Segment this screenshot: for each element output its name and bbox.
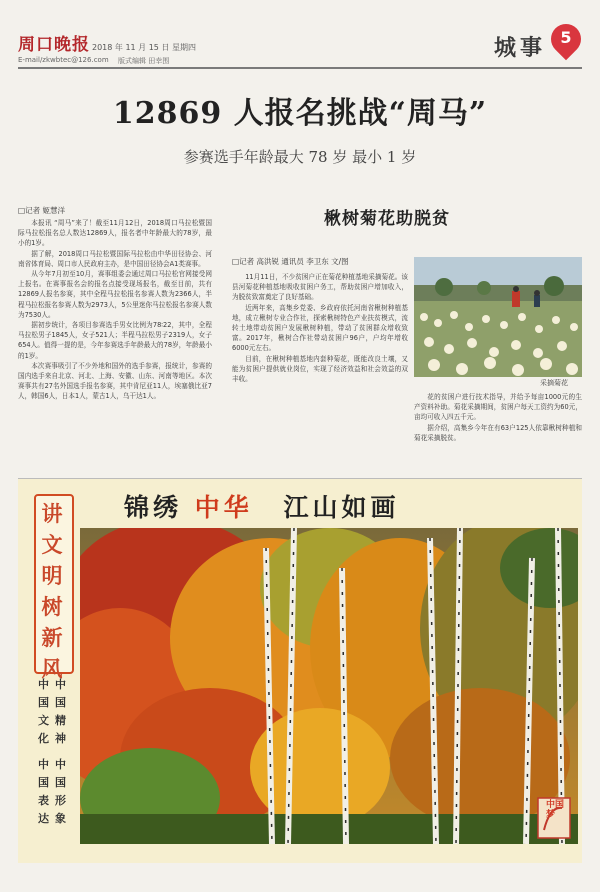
article2-title: 楸树菊花助脱贫 (324, 209, 450, 229)
masthead: 周口晚报 (18, 35, 90, 55)
article1-body (18, 218, 212, 480)
chrysanthemum-field-photo (414, 257, 582, 377)
vertical-label: 讲文明树新风 (41, 501, 63, 681)
page-header (0, 0, 600, 70)
banner-title-red: 中华 (194, 493, 253, 522)
article1-paragraph: 从今年7月初至10月，赛事组委会通过周口马拉松官网接受网上报名。在赛事报名会的报名点接受现场报名，截至目前，共有12869人报名参赛，其中全程马拉松报名参赛人数为2366人，半程马拉松报名参赛人数为2973人，5公里迷你马拉松报名参赛人数为7530人。 (18, 270, 212, 319)
issue-date: 2018 年 11 月 15 日 星期四 (92, 43, 196, 52)
painting-image (80, 528, 578, 844)
slogan-chinese-image: 中国形象 (55, 758, 66, 825)
header-rule (18, 67, 582, 69)
article2-paragraph: 目前，在楸树种植基地内套种菊花，既能改良土壤，又能为贫困户提供就业岗位，实现了经济效益和社会效益的双丰收。 (232, 354, 408, 384)
layout-editor: 版式编辑 田幸围 (118, 57, 170, 65)
article1-paragraph: 据了解，2018周口马拉松暨国际马拉松由中华田径协会、河南省体育局、周口市人民政府主办，是中国田径协会A1类赛事。 (18, 249, 212, 268)
article2-paragraph: 近两年来，高集乡党委、乡政府依托河南省楸树种植基地，成立楸树专业合作社，探索楸树特色产业扶贫模式，流转土地带动贫困户发展楸树种植，带动了贫困群众增收致富。2017年，楸树合作社带动贫困户96户，户均年增收6000元左右。 (232, 303, 408, 353)
china-dream-seal-text: 中国梦 (546, 800, 565, 820)
slogan-chinese-expression: 中国表达 (38, 758, 49, 825)
autumn-forest-painting (80, 528, 578, 844)
article1-paragraph: 本报讯 “周马”来了！截至11月12日，2018周口马拉松暨国际马拉松报名总人数达12869人，报名者中年龄最大的78岁，最小的1岁。 (18, 219, 212, 248)
chrysanthemum-photo-image (414, 257, 582, 377)
article2-paragraph: 11月11日，不少贫困户正在菊花种植基地采摘菊花。该县河菊花种植基地吸收贫困户务工，帮助贫困户增加收入，为脱贫致富奠定了良好基础。 (232, 273, 408, 302)
banner-title-right: 江山如画 (283, 493, 400, 522)
article1-byline: □记者 姬慧洋 (18, 206, 65, 215)
contact-email: E-mail/zkwbtec@126.com (18, 56, 109, 64)
photo-caption: 采摘菊花 (540, 379, 568, 387)
section-title: 城事 (494, 35, 547, 61)
main-headline: 12869 人报名挑战“周马” (112, 96, 488, 131)
article2-paragraph: 花的贫困户进行技术指导，并给予每亩1000元的生产资料补助。菊花采摘期间，贫困户每天工资约为60元，亩均可收入四五千元。 (414, 393, 582, 422)
banner-title-left: 锦绣 (124, 493, 183, 522)
slogan-chinese-spirit: 中国精神 (55, 678, 66, 745)
slogan-chinese-culture: 中国文化 (38, 678, 49, 745)
article1-paragraph: 本次赛事吸引了不少外地和国外的选手参赛，报统计，参赛的国内选手来自北京、河北、上海、安徽、山东、河南等地区。本次赛事共有27名外国选手报名参赛，其中肯尼亚11人，埃塞俄比亚7人，韩国6人，日本1人，蒙古1人，乌干达1人。 (18, 361, 212, 401)
page-number: 5 (560, 28, 572, 47)
banner-title (124, 488, 399, 524)
article2-body-right (414, 392, 582, 472)
article1-paragraph: 据初步统计，各项目参赛选手男女比例为78∶22，其中，全程马拉松男子1845人，女子521人；半程马拉松男子2319人，女子654人。值得一提的是，今年参赛选手年龄最大的78岁，年龄最小的1岁。 (18, 321, 212, 360)
main-subheadline: 参赛选手年龄最大 78 岁 最小 1 岁 (183, 148, 417, 166)
article2-paragraph: 据介绍，高集乡今年在有63户125人依靠楸树种植和菊花采摘脱贫。 (414, 423, 582, 442)
article2-body-left (232, 272, 408, 472)
article2-byline: □记者 高洪锐 通讯员 李卫东 文/图 (232, 257, 349, 266)
